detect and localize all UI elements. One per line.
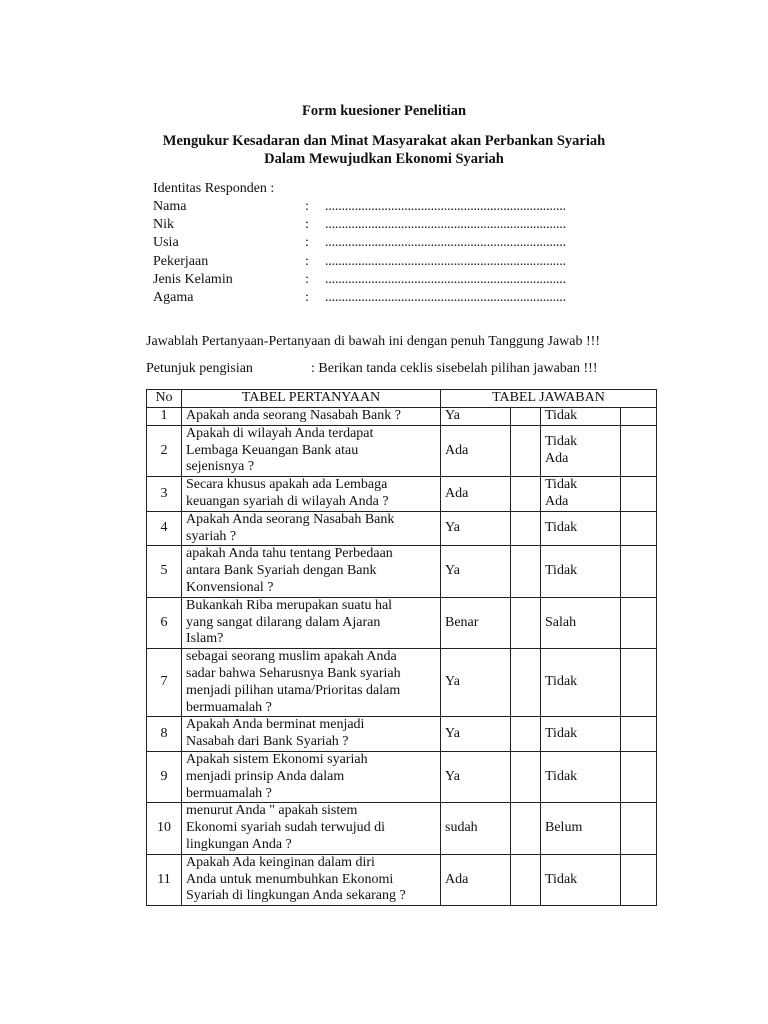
question-row (147, 597, 657, 648)
identity-row (153, 198, 613, 216)
form-subtitle (0, 132, 768, 168)
answer-option-2-line: Tidak (545, 434, 578, 450)
checkbox-cell-option-1[interactable] (511, 511, 541, 546)
answer-option-2-line: Tidak (545, 477, 578, 493)
question-text (182, 477, 441, 512)
question-number: 2 (147, 425, 182, 476)
identity-colon: : (305, 235, 309, 251)
header-no: No (147, 390, 182, 408)
question-line: Apakah Anda berminat menjadi (186, 717, 365, 733)
question-line: keuangan syariah di wilayah Anda ? (186, 493, 389, 509)
question-row (147, 717, 657, 752)
question-line: Konvensional ? (186, 579, 274, 595)
answer-option-2 (541, 649, 621, 717)
answer-option-2-line: Belum (545, 820, 583, 836)
identity-row (153, 216, 613, 234)
question-text (182, 717, 441, 752)
identity-fill-line[interactable]: ......................................................................... (325, 253, 566, 269)
answer-option-2 (541, 751, 621, 802)
checkbox-cell-option-2[interactable] (621, 477, 657, 512)
question-text (182, 425, 441, 476)
question-line: Secara khusus apakah ada Lembaga (186, 477, 388, 493)
question-line: sadar bahwa Seharusnya Bank syariah (186, 665, 401, 681)
question-line: bermuamalah ? (186, 699, 272, 715)
checkbox-cell-option-2[interactable] (621, 546, 657, 597)
answer-option-1: Ada (441, 425, 511, 476)
checkbox-cell-option-2[interactable] (621, 751, 657, 802)
question-number: 8 (147, 717, 182, 752)
question-line: Lembaga Keuangan Bank atau (186, 442, 359, 458)
question-number: 1 (147, 408, 182, 426)
identity-fields (153, 198, 613, 307)
question-number: 6 (147, 597, 182, 648)
answer-option-2 (541, 425, 621, 476)
checkbox-cell-option-1[interactable] (511, 477, 541, 512)
question-number: 7 (147, 649, 182, 717)
answer-option-2 (541, 477, 621, 512)
checkbox-cell-option-2[interactable] (621, 511, 657, 546)
questionnaire-table (146, 389, 657, 906)
answer-option-2-line: Tidak (545, 408, 578, 423)
checkbox-cell-option-1[interactable] (511, 717, 541, 752)
question-row (147, 803, 657, 854)
header-answer: TABEL JAWABAN (441, 390, 657, 408)
answer-option-2-line: Tidak (545, 563, 578, 579)
question-number: 11 (147, 854, 182, 905)
question-line: Islam? (186, 631, 224, 647)
answer-option-2 (541, 803, 621, 854)
question-number: 9 (147, 751, 182, 802)
question-row (147, 477, 657, 512)
identity-fill-line[interactable]: ......................................................................... (325, 271, 566, 287)
checkbox-cell-option-2[interactable] (621, 425, 657, 476)
question-row (147, 408, 657, 426)
question-text (182, 803, 441, 854)
question-line: sebagai seorang muslim apakah Anda (186, 649, 397, 665)
identity-label: Usia (153, 235, 179, 251)
identity-colon: : (305, 199, 309, 214)
identity-row (153, 289, 613, 307)
identity-fill-line[interactable]: ......................................................................... (325, 199, 566, 214)
question-text (182, 751, 441, 802)
answer-option-1: Ya (441, 408, 511, 426)
question-number: 3 (147, 477, 182, 512)
identity-label: Nik (153, 217, 174, 233)
answer-option-1: Ada (441, 854, 511, 905)
answer-option-2-line: Ada (545, 450, 569, 466)
question-line: Syariah di lingkungan Anda sekarang ? (186, 888, 406, 904)
question-number: 4 (147, 511, 182, 546)
table-body (147, 408, 657, 906)
answer-option-2 (541, 546, 621, 597)
question-row (147, 546, 657, 597)
answer-option-1: Ya (441, 751, 511, 802)
question-line: Bukankah Riba merupakan suatu hal (186, 597, 393, 613)
question-line: Ekonomi syariah sudah terwujud di (186, 820, 386, 836)
answer-option-2 (541, 408, 621, 426)
question-row (147, 854, 657, 905)
question-number: 5 (147, 546, 182, 597)
checkbox-cell-option-2[interactable] (621, 649, 657, 717)
question-line: lingkungan Anda ? (186, 836, 292, 852)
identity-colon: : (305, 289, 309, 305)
answer-option-2-line: Tidak (545, 768, 578, 784)
subtitle-line-2: Dalam Mewujudkan Ekonomi Syariah (264, 151, 504, 167)
question-number: 10 (147, 803, 182, 854)
checkbox-cell-option-1[interactable] (511, 751, 541, 802)
checkbox-cell-option-1[interactable] (511, 803, 541, 854)
filling-guide-text: : Berikan tanda ceklis sisebelah pilihan jawaban !!! (311, 361, 598, 376)
checkbox-cell-option-1[interactable] (511, 408, 541, 426)
form-title: Form kuesioner Penelitian (301, 103, 467, 119)
answer-option-2-line: Tidak (545, 520, 578, 536)
subtitle-line-1: Mengukur Kesadaran dan Minat Masyarakat akan Perbankan Syariah (162, 133, 606, 149)
answer-option-2 (541, 511, 621, 546)
question-line: Apakah Ada keinginan dalam diri (186, 854, 375, 870)
identity-label: Agama (153, 289, 194, 305)
question-row (147, 649, 657, 717)
question-line: bermuamalah ? (186, 785, 272, 801)
question-line: apakah Anda tahu tentang Perbedaan (186, 546, 393, 562)
question-row (147, 511, 657, 546)
answer-option-1: sudah (441, 803, 511, 854)
answer-option-2-line: Tidak (545, 674, 578, 690)
identity-row (153, 271, 613, 289)
question-text (182, 854, 441, 905)
checkbox-cell-option-1[interactable] (511, 854, 541, 905)
answer-option-2 (541, 854, 621, 905)
checkbox-cell-option-1[interactable] (511, 546, 541, 597)
answer-option-2-line: Tidak (545, 871, 578, 887)
answer-option-2 (541, 597, 621, 648)
identity-label: Nama (153, 199, 187, 214)
identity-colon: : (305, 217, 309, 233)
identity-label: Pekerjaan (153, 253, 209, 269)
header-question: TABEL PERTANYAAN (182, 390, 441, 408)
question-line: menurut Anda " apakah sistem (186, 803, 358, 819)
question-text (182, 546, 441, 597)
answer-option-2-line: Salah (545, 614, 577, 630)
question-line: syariah ? (186, 528, 237, 544)
checkbox-cell-option-2[interactable] (621, 408, 657, 426)
question-row (147, 751, 657, 802)
checkbox-cell-option-2[interactable] (621, 597, 657, 648)
respondent-identity (153, 180, 613, 307)
checkbox-cell-option-2[interactable] (621, 803, 657, 854)
identity-label: Jenis Kelamin (153, 271, 233, 287)
question-line: Apakah sistem Ekonomi syariah (186, 751, 368, 767)
question-line: menjadi prinsip Anda dalam (186, 768, 345, 784)
answer-option-2-line: Tidak (545, 725, 578, 741)
checkbox-cell-option-2[interactable] (621, 854, 657, 905)
identity-fill-line[interactable]: ......................................................................... (325, 235, 566, 251)
question-line: Apakah di wilayah Anda terdapat (186, 425, 374, 441)
question-line: antara Bank Syariah dengan Bank (186, 563, 377, 579)
answer-option-1: Ya (441, 511, 511, 546)
identity-fill-line[interactable]: ......................................................................... (325, 217, 566, 233)
question-line: Anda untuk menumbuhkan Ekonomi (186, 871, 394, 887)
answer-option-1: Benar (441, 597, 511, 648)
question-line: sejenisnya ? (186, 459, 255, 475)
question-line: menjadi pilihan utama/Prioritas dalam (186, 682, 401, 698)
identity-colon: : (305, 271, 309, 287)
question-line: Nasabah dari Bank Syariah ? (186, 734, 349, 750)
identity-heading: Identitas Responden : (153, 181, 275, 196)
answer-option-1: Ya (441, 717, 511, 752)
question-line: Apakah anda seorang Nasabah Bank ? (186, 408, 401, 423)
answer-option-1: Ya (441, 546, 511, 597)
instruction-text: Jawablah Pertanyaan-Pertanyaan di bawah ini dengan penuh Tanggung Jawab !!! (146, 334, 600, 349)
identity-fill-line[interactable]: ......................................................................... (325, 289, 566, 305)
checkbox-cell-option-1[interactable] (511, 597, 541, 648)
answer-option-2-line: Ada (545, 493, 569, 509)
filling-guide-label: Petunjuk pengisian (146, 361, 253, 376)
identity-colon: : (305, 253, 309, 269)
identity-row (153, 234, 613, 252)
answer-option-1: Ada (441, 477, 511, 512)
identity-row (153, 253, 613, 271)
table-header-row (147, 390, 657, 408)
question-row (147, 425, 657, 476)
question-text (182, 408, 441, 426)
question-line: Apakah Anda seorang Nasabah Bank (186, 511, 395, 527)
checkbox-cell-option-1[interactable] (511, 649, 541, 717)
question-text (182, 597, 441, 648)
question-text (182, 511, 441, 546)
checkbox-cell-option-1[interactable] (511, 425, 541, 476)
checkbox-cell-option-2[interactable] (621, 717, 657, 752)
question-line: yang sangat dilarang dalam Ajaran (186, 614, 381, 630)
answer-option-1: Ya (441, 649, 511, 717)
answer-option-2 (541, 717, 621, 752)
question-text (182, 649, 441, 717)
